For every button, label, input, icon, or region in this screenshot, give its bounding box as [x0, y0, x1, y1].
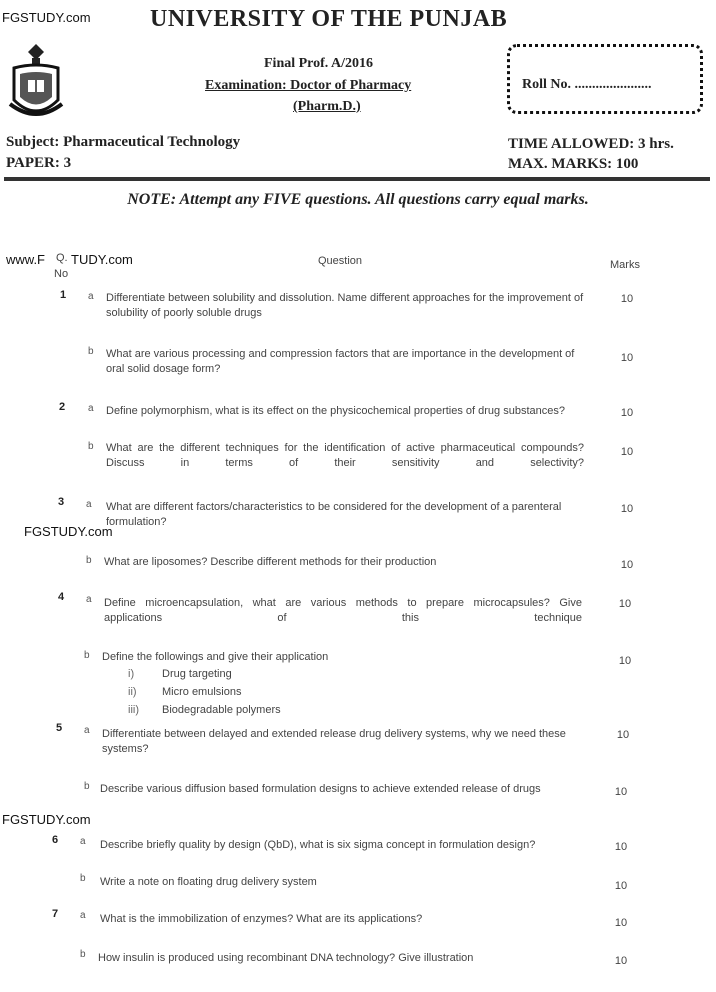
university-title: UNIVERSITY OF THE PUNJAB [150, 6, 508, 32]
part-label: a [86, 594, 92, 605]
university-logo [6, 42, 66, 124]
exam-name: Examination: Doctor of Pharmacy [205, 78, 412, 93]
exam-degree: (Pharm.D.) [293, 99, 361, 114]
question-text: What is the immobilization of enzymes? What are its applications? [100, 913, 423, 925]
question-marks: 10 [620, 407, 634, 419]
watermark-left: www.F [6, 252, 45, 267]
question-text: What are liposomes? Describe different methods for their production [104, 556, 437, 568]
question-marks: 10 [620, 503, 634, 515]
question-text: What are the different techniques for the identification of active pharmaceutical compounds? Discuss in terms of their sensitivity and selectivity? [106, 442, 584, 469]
question-marks: 10 [614, 786, 628, 798]
question-marks: 10 [620, 446, 634, 458]
part-label: b [84, 650, 90, 661]
sub-item-roman: ii) [128, 686, 137, 698]
part-label: a [84, 725, 90, 736]
question-marks: 10 [620, 293, 634, 305]
part-label: a [88, 403, 94, 414]
part-label: b [86, 555, 92, 566]
exam-note: NOTE: Attempt any FIVE questions. All questions carry equal marks. [127, 191, 589, 208]
part-label: a [86, 499, 92, 510]
question-marks: 10 [618, 655, 632, 667]
part-label: a [80, 836, 86, 847]
question-text: What are various processing and compression factors that are importance in the development of oral solid dosage form? [106, 348, 575, 375]
question-text: Describe briefly quality by design (QbD), what is six sigma concept in formulation design? [100, 839, 536, 851]
max-marks: MAX. MARKS: 100 [508, 156, 639, 172]
part-label: b [80, 873, 86, 884]
part-label: a [80, 910, 86, 921]
header-q: Q. [56, 252, 68, 264]
question-marks: 10 [614, 955, 628, 967]
sub-item [128, 684, 241, 701]
part-label: b [88, 346, 94, 357]
exam-session: Final Prof. A/2016 [264, 56, 374, 71]
question-marks: 10 [618, 598, 632, 610]
sub-item-text: Biodegradable polymers [162, 704, 281, 716]
subject-line: Subject: Pharmaceutical Technology [6, 134, 241, 150]
watermark-left-b: TUDY.com [71, 252, 133, 267]
question-text: What are different factors/characteristics to be considered for the development of a parenteral formulation? [106, 501, 562, 528]
question-marks: 10 [616, 729, 630, 741]
question-text: Differentiate between solubility and dissolution. Name different approaches for the improvement of solubility of poorly soluble drugs [106, 292, 584, 319]
paper-line: PAPER: 3 [6, 155, 72, 171]
header-question: Question [318, 255, 363, 267]
question-text: Differentiate between delayed and extended release drug delivery systems, why we need these systems? [102, 728, 566, 755]
question-number: 2 [59, 401, 66, 413]
question-marks: 10 [614, 880, 628, 892]
time-allowed: TIME ALLOWED: 3 hrs. [508, 136, 674, 152]
header-divider [4, 177, 710, 181]
question-number: 7 [52, 908, 59, 920]
part-label: b [80, 949, 86, 960]
question-marks: 10 [614, 917, 628, 929]
question-number: 6 [52, 834, 59, 846]
sub-item-text: Drug targeting [162, 668, 232, 680]
question-number: 3 [58, 496, 65, 508]
question-text: Define the followings and give their application [102, 651, 329, 663]
question-text: Define microencapsulation, what are various methods to prepare microcapsules? Give applications of this technique [104, 597, 582, 624]
watermark-middle-a: FGSTUDY.com [24, 524, 113, 539]
question-marks: 10 [614, 841, 628, 853]
header-no: No [54, 268, 69, 280]
question-text: How insulin is produced using recombinant DNA technology? Give illustration [98, 952, 474, 964]
question-text: Write a note on floating drug delivery system [100, 876, 317, 888]
sub-item [128, 702, 281, 719]
header-marks: Marks [610, 259, 640, 271]
watermark-top: FGSTUDY.com [2, 10, 91, 25]
question-text: Describe various diffusion based formulation designs to achieve extended release of drugs [100, 783, 541, 795]
question-number: 5 [56, 722, 63, 734]
sub-item-text: Micro emulsions [162, 686, 242, 698]
sub-item-roman: iii) [128, 704, 139, 716]
sub-item-roman: i) [128, 668, 135, 680]
question-number: 4 [58, 591, 65, 603]
question-number: 1 [60, 289, 67, 301]
roll-number-label: Roll No. ...................... [522, 77, 652, 92]
question-marks: 10 [620, 352, 634, 364]
roll-number-box [507, 44, 703, 114]
watermark-middle-b: FGSTUDY.com [2, 812, 91, 827]
part-label: b [88, 441, 94, 452]
part-label: a [88, 291, 94, 302]
sub-item [128, 666, 232, 683]
question-marks: 10 [620, 559, 634, 571]
part-label: b [84, 781, 90, 792]
question-text: Define polymorphism, what is its effect on the physicochemical properties of drug substances? [106, 405, 565, 417]
